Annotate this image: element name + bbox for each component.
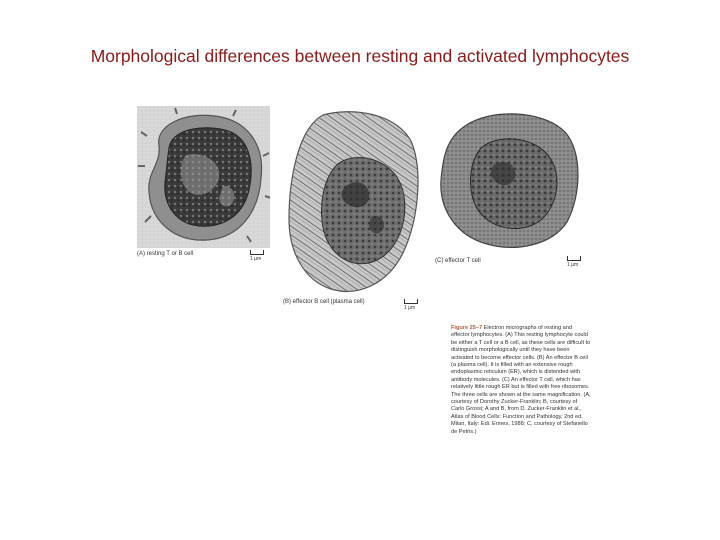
scale-label-a: 1 μm xyxy=(250,256,262,262)
micrograph-plasma-cell xyxy=(283,107,423,297)
micrograph-resting-cell xyxy=(137,106,270,248)
scale-label-c: 1 μm xyxy=(567,262,579,268)
caption-b: (B) effector B cell (plasma cell) xyxy=(283,299,365,305)
micrograph-effector-t-cell xyxy=(435,106,585,252)
caption-c: (C) effector T cell xyxy=(435,258,481,264)
figure-legend-text: Electron micrographs of resting and effector lymphocytes. (A) This resting lymphocyte could be either a T cell or a B cell, as these cells are difficult to distinguish morphologically until they have been activated to become effector cells. (B) An effector B cell (a plasma cell). It is filled with an extensive rough endoplasmic reticulum (ER), which is distended with antibody molecules. (C) An effector T cell, which has relatively little rough ER but is filled with free ribosomes. The three cells are shown at the same magnification. (A, courtesy of Dorothy Zucker-Franklin; B, courtesy of Carlo Grossi; A and B, from D. Zucker-Franklin et al., Atlas of Blood Cells: Function and Pathology, 2nd ed. Milan, Italy: Edi. Ermes, 1988; C, courtesy of Stefanello de Petris.) xyxy=(451,325,591,435)
figure-legend xyxy=(451,325,591,436)
figure-label: Figure 25–7 xyxy=(451,325,483,331)
scale-label-b: 1 μm xyxy=(404,305,416,311)
caption-a: (A) resting T or B cell xyxy=(137,251,194,257)
slide-title: Morphological differences between resting and activated lymphocytes xyxy=(90,46,630,66)
